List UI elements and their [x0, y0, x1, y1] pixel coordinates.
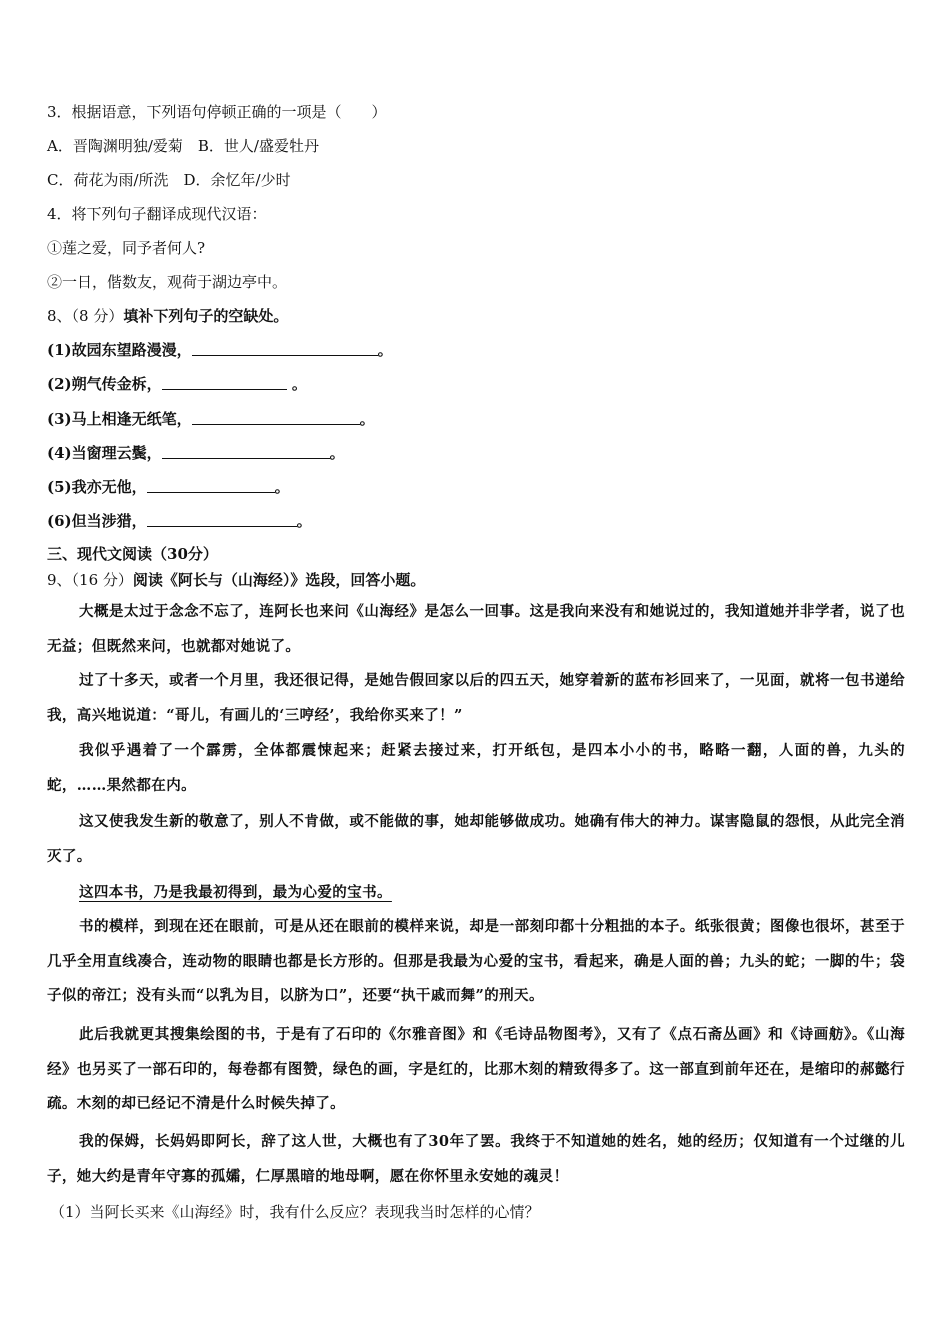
q8-item [47, 409, 910, 429]
q8-item-prompt: (4)当窗理云鬓， [47, 444, 162, 462]
q8-heading [47, 306, 910, 326]
q4-stem: 4．将下列句子翻译成现代汉语： [47, 205, 267, 223]
q8-item-end: 。 [286, 375, 307, 393]
q3-stem: 3．根据语意，下列语句停顿正确的一项是（ ） [47, 103, 387, 121]
q4-sentence-2: ②一日，偕数友，观荷于湖边亭中。 [47, 273, 288, 291]
q8-item-end: 。 [296, 512, 312, 530]
q8-item-prompt: (3)马上相逢无纸笔， [47, 410, 192, 428]
q8-item [47, 511, 910, 531]
section-title: 三、现代文阅读（30分） [47, 545, 218, 563]
passage-paragraph: 大概是太过于念念不忘了，连阿长也来问《山海经》是怎么一回事。这是我向来没有和她说过的，我知道她并非学者，说了也无益；但既然来问，也就都对她说了。 [47, 603, 905, 655]
q8-item-prompt: (1)故园东望路漫漫， [47, 341, 192, 359]
q8-item-end: 。 [377, 341, 393, 359]
answer-blank[interactable] [162, 443, 330, 459]
q8-stem: 填补下列句子的空缺处。 [123, 307, 289, 325]
q3-options-ab: A．晋陶渊明独/爱菊 B．世人/盛爱牡丹 [47, 137, 319, 155]
q8-number: 8、（8 分） [47, 307, 124, 325]
q8-item-end: 。 [359, 410, 375, 428]
q9-heading [47, 570, 910, 590]
q8-item-end: 。 [274, 478, 290, 496]
underlined-sentence: 这四本书，乃是我最初得到，最为心爱的宝书。 [79, 884, 392, 901]
q8-item [47, 443, 910, 463]
q9-subquestion-1: （1）当阿长买来《山海经》时，我有什么反应？表现我当时怎样的心情？ [50, 1203, 540, 1221]
q3-options-cd: C．荷花为雨/所洗 D．余忆年/少时 [47, 171, 291, 189]
passage-paragraph: 我的保姆，长妈妈即阿长，辞了这人世，大概也有了30年了罢。我终于不知道她的姓名，她的经历；仅知道有一个过继的儿子，她大约是青年守寡的孤孀，仁厚黑暗的地母啊，愿在你怀里永安她的魂灵！ [47, 1133, 905, 1185]
q8-item-prompt: (2)朔气传金柝， [47, 375, 162, 393]
q8-item [47, 340, 910, 360]
q8-item [47, 477, 910, 497]
answer-blank[interactable] [192, 340, 378, 356]
passage-paragraph: 书的模样，到现在还在眼前，可是从还在眼前的模样来说，却是一部刻印都十分粗拙的本子。纸张很黄；图像也很坏，甚至于几乎全用直线凑合，连动物的眼睛也都是长方形的。但那是我最为心爱的宝书，看起来，确是人面的兽；九头的蛇；一脚的牛；袋子似的帝江；没有头而“以乳为目，以脐为口”，还要“执干戚而舞”的刑天。 [47, 918, 905, 1004]
q9-stem: 阅读《阿长与（山海经）》选段，回答小题。 [132, 571, 426, 589]
q8-item [47, 374, 910, 394]
passage-paragraph-underlined [47, 876, 905, 911]
passage-paragraph: 过了十多天，或者一个月里，我还很记得，是她告假回家以后的四五天，她穿着新的蓝布衫回来了，一见面，就将一包书递给我，高兴地说道：“哥儿，有画儿的‘三哼经’，我给你买来了！” [47, 672, 905, 724]
passage-paragraph: 我似乎遇着了一个霹雳，全体都震悚起来；赶紧去接过来，打开纸包，是四本小小的书，略略一翻，人面的兽，九头的蛇，……果然都在内。 [47, 742, 905, 794]
q8-item-prompt: (5)我亦无他， [47, 478, 147, 496]
answer-blank[interactable] [147, 477, 275, 493]
q9-number: 9、（16 分） [47, 571, 133, 589]
answer-blank[interactable] [192, 409, 360, 425]
answer-blank[interactable] [147, 511, 297, 527]
passage-paragraph: 此后我就更其搜集绘图的书，于是有了石印的《尔雅音图》和《毛诗品物图考》，又有了《点石斋丛画》和《诗画舫》。《山海经》也另买了一部石印的，每卷都有图赞，绿色的画，字是红的，比那木刻的精致得多了。这一部直到前年还在，是缩印的郝懿行疏。木刻的却已经记不清是什么时候失掉了。 [47, 1026, 905, 1112]
answer-blank[interactable] [162, 374, 287, 390]
q8-item-end: 。 [329, 444, 345, 462]
q4-sentence-1: ①莲之爱，同予者何人? [47, 239, 206, 257]
passage-paragraph: 这又使我发生新的敬意了，别人不肯做，或不能做的事，她却能够做成功。她确有伟大的神力。谋害隐鼠的怨恨，从此完全消灭了。 [47, 813, 905, 865]
q8-item-prompt: (6)但当涉猎， [47, 512, 147, 530]
